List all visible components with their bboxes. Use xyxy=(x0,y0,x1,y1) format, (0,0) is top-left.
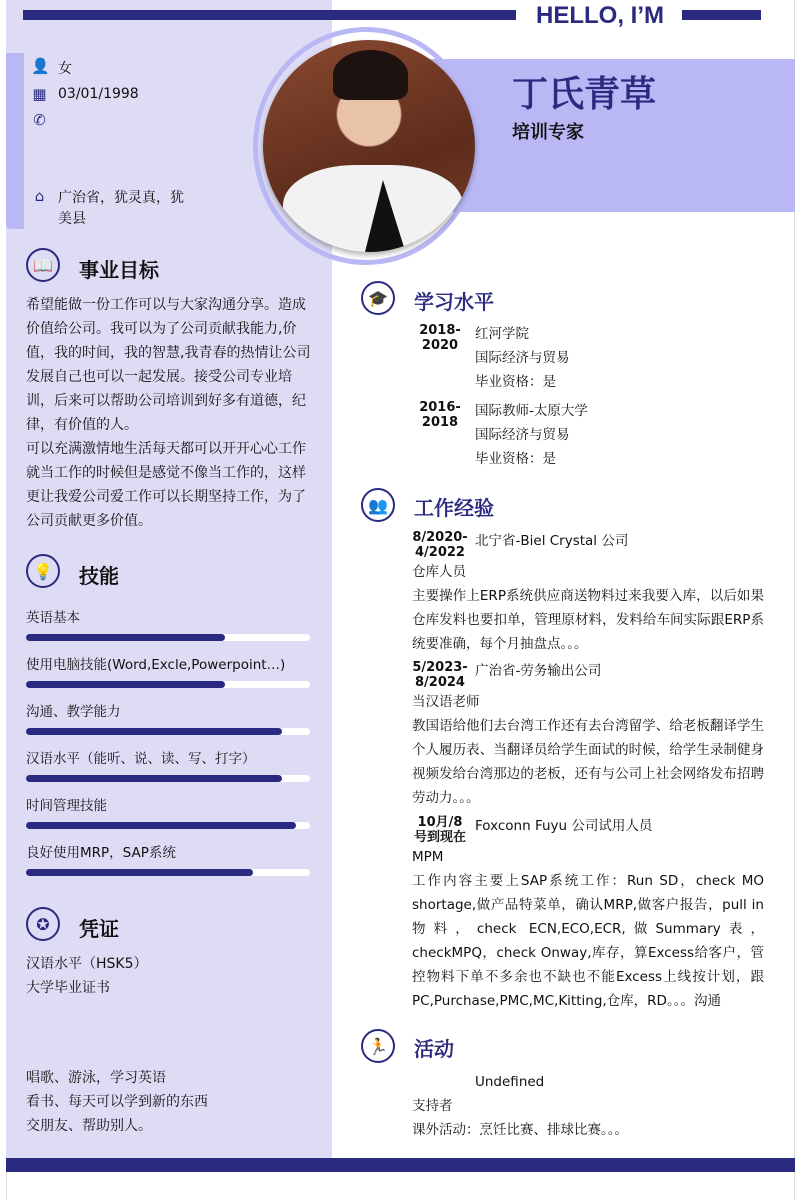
work-position: MPM xyxy=(412,849,444,865)
work-company: 北宁省-Biel Crystal 公司 xyxy=(475,533,629,549)
activity-role: 支持者 xyxy=(412,1098,453,1114)
work-company: 广治省-劳务输出公司 xyxy=(475,663,602,679)
skill-bar xyxy=(26,681,310,688)
work-item xyxy=(412,530,764,656)
birthdate-row xyxy=(31,86,139,103)
objective-paragraph: 可以充满激情地生活每天都可以开开心心工作就当工作的时候但是感觉不像当工作的，这样更让我爱公司爱工作可以长期坚持工作，为了公司贡献更多价值。 xyxy=(26,441,306,529)
edu-major: 国际经济与贸易 xyxy=(475,427,570,443)
candidate-role: 培训专家 xyxy=(512,122,584,143)
address: 广治省，犹灵真，犹美县 xyxy=(58,190,184,227)
calendar-icon: ▦ xyxy=(32,85,47,103)
phone-icon: ✆ xyxy=(33,111,46,129)
work-position: 当汉语老师 xyxy=(412,694,480,710)
skill-item xyxy=(26,841,310,876)
skill-bar xyxy=(26,728,310,735)
skill-bar xyxy=(26,634,310,641)
work-item xyxy=(412,815,764,1013)
work-company: Foxconn Fuyu 公司试用人员 xyxy=(475,818,653,834)
skill-bar xyxy=(26,822,310,829)
hobbies-list xyxy=(26,1066,312,1138)
cert-item: 汉语水平（HSK5） xyxy=(26,956,148,972)
profile-photo xyxy=(263,40,475,252)
work-position: 仓库人员 xyxy=(412,564,466,580)
skill-item xyxy=(26,606,310,641)
gender: 女 xyxy=(58,61,72,77)
edu-date: 2016- 2018 xyxy=(419,400,461,430)
skill-bar-fill xyxy=(26,634,225,641)
phone-row xyxy=(31,112,58,129)
skill-bar xyxy=(26,775,310,782)
edu-date: 2018- 2020 xyxy=(419,323,461,353)
footer-bar xyxy=(6,1158,795,1172)
objective-title: 事业目标 xyxy=(79,258,159,282)
edu-school: 国际教师-太原大学 xyxy=(475,403,588,419)
gender-row xyxy=(31,58,72,78)
skill-bar-fill xyxy=(26,775,282,782)
skills-title: 技能 xyxy=(79,564,119,588)
skill-item xyxy=(26,794,310,829)
graduation-cap-icon: 🎓 xyxy=(361,281,395,315)
skill-label: 良好使用MRP，SAP系统 xyxy=(26,845,176,861)
team-icon: 👥 xyxy=(361,488,395,522)
user-icon: 👤 xyxy=(31,57,50,75)
hello-heading: HELLO, I’M xyxy=(536,2,664,29)
edu-school: 红河学院 xyxy=(475,326,529,342)
activity-item xyxy=(412,1070,764,1142)
work-date: 8/2020- 4/2022 xyxy=(412,530,468,560)
skill-bar-fill xyxy=(26,869,253,876)
skill-bar-fill xyxy=(26,728,282,735)
edu-grad: 毕业资格：是 xyxy=(475,374,556,390)
activity-desc: 课外活动：烹饪比赛、排球比赛。。。 xyxy=(412,1122,628,1138)
activities-title: 活动 xyxy=(414,1037,454,1061)
skill-label: 英语基本 xyxy=(26,610,80,626)
home-icon: ⌂ xyxy=(34,187,45,205)
edu-major: 国际经济与贸易 xyxy=(475,350,570,366)
header-line xyxy=(682,10,761,20)
work-date: 5/2023- 8/2024 xyxy=(412,660,468,690)
cert-item: 大学毕业证书 xyxy=(26,980,110,996)
work-title: 工作经验 xyxy=(414,496,494,520)
hobby-item: 唱歌、游泳，学习英语 xyxy=(26,1070,166,1086)
skill-bar-fill xyxy=(26,822,296,829)
skill-item xyxy=(26,653,310,688)
birthdate: 03/01/1998 xyxy=(58,86,139,102)
certificate-icon: ✪ xyxy=(26,907,60,941)
hobby-item: 交朋友、帮助别人。 xyxy=(26,1118,152,1134)
skill-item xyxy=(26,747,310,782)
skill-label: 时间管理技能 xyxy=(26,798,107,814)
lightbulb-icon: 💡 xyxy=(26,554,60,588)
work-desc: 教国语给他们去台湾工作还有去台湾留学、给老板翻译学生个人履历表、当翻译员给学生面试的时候，给学生录制健身视频发给台湾那边的老板，还有与公司上社会网络发布招聘劳动力。。。 xyxy=(412,718,764,806)
certs-list xyxy=(26,952,312,1000)
work-desc: 工作内容主要上SAP系统工作：Run SD，check MO shortage,做产品特菜单，确认MRP,做客户报告，pull in 物料，check ECN,ECO,ECR,做Summary表，checkMPQ，check Onway,库存，算Excess给客户，管控物料下单不多余也不缺也不能Excess上线按计划，跟PC,Purchase,PMC,MC,Kitting,仓库，RD。。。沟通 xyxy=(412,873,764,1009)
skill-item xyxy=(26,700,310,735)
work-desc: 主要操作上ERP系统供应商送物料过来我要入库，以后如果仓库发料也要扣单，管理原材料，发料给车间实际跟ERP系统要准确，每个月抽盘点。。。 xyxy=(412,588,764,652)
skill-bar-fill xyxy=(26,681,225,688)
skill-label: 沟通、教学能力 xyxy=(26,704,121,720)
edu-grad: 毕业资格：是 xyxy=(475,451,556,467)
skill-label: 使用电脑技能(Word,Excle,Powerpoint…) xyxy=(26,657,286,673)
education-title: 学习水平 xyxy=(414,290,494,314)
hobby-item: 看书、每天可以学到新的东西 xyxy=(26,1094,208,1110)
objective-text xyxy=(26,293,312,533)
header-line xyxy=(23,10,516,20)
skill-label: 汉语水平（能听、说、读、写、打字） xyxy=(26,751,256,767)
candidate-name: 丁氏青草 xyxy=(512,74,657,115)
activity-icon: 🏃 xyxy=(361,1029,395,1063)
book-icon: 📖 xyxy=(26,248,60,282)
skill-bar xyxy=(26,869,310,876)
accent-bar xyxy=(6,53,24,229)
work-item xyxy=(412,660,764,810)
address-row xyxy=(31,188,201,230)
certs-title: 凭证 xyxy=(79,917,119,941)
work-date: 10月/8 号到现在 xyxy=(413,815,466,845)
objective-paragraph: 希望能做一份工作可以与大家沟通分享。造成价值给公司。我可以为了公司贡献我能力,价值，我的时间，我的智慧,我青春的热情让公司发展自己也可以一起发展。接受公司专业培训，后来可以帮助公司培训到好多有道德，纪律，有价值的人。 xyxy=(26,297,311,433)
activity-org: Undefined xyxy=(475,1074,545,1090)
